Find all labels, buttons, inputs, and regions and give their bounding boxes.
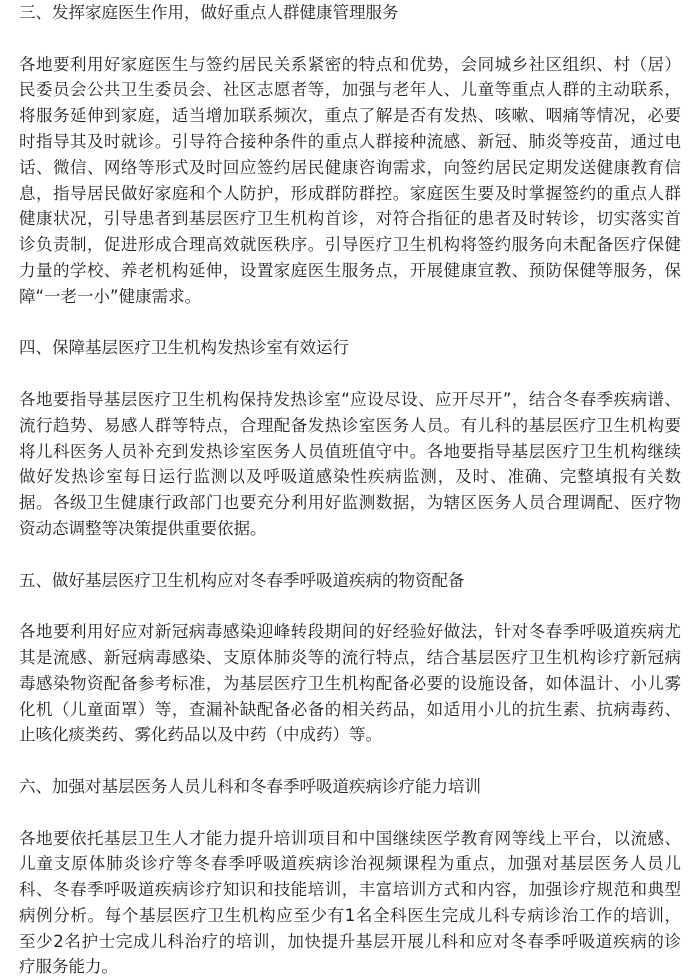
section-heading-text: 三、发挥家庭医生作用，做好重点人群健康管理服务 [19,0,681,26]
paragraph-line: 各地要依托基层卫生人才能力提升培训项目和中国继续医学教育网等线上平台，以流感、 [19,826,681,852]
paragraph-spacer [19,361,681,387]
section-heading [19,774,681,800]
paragraph-line: 话、微信、网络等形式及时回应签约居民健康咨询需求，向签约居民定期发送健康教育信 [19,155,681,181]
paragraph-line: 时指导其及时就诊。引导符合接种条件的重点人群接种流感、新冠、肺炎等疫苗，通过电 [19,129,681,155]
paragraph-spacer [19,26,681,52]
paragraph-line: 诊负责制，促进形成合理高效就医秩序。引导医疗卫生机构将签约服务向未配备医疗保健 [19,232,681,258]
paragraph-line: 病例分析。每个基层医疗卫生机构应至少有1名全科医生完成儿科专病诊治工作的培训， [19,903,681,929]
article-body [19,0,681,980]
section-paragraph [19,52,681,310]
section-paragraph [19,619,681,748]
paragraph-line: 至少2名护士完成儿科治疗的培训，加快提升基层开展儿科和应对冬春季呼吸道疾病的诊 [19,929,681,955]
paragraph-line: 各地要利用好应对新冠病毒感染迎峰转段期间的好经验好做法，针对冬春季呼吸道疾病尤 [19,619,681,645]
paragraph-line: 障“一老一小”健康需求。 [19,284,681,310]
paragraph-line: 资动态调整等决策提供重要依据。 [19,516,681,542]
paragraph-spacer [19,310,681,336]
section-heading-text: 四、保障基层医疗卫生机构发热诊室有效运行 [19,335,681,361]
paragraph-line: 力量的学校、养老机构延伸，设置家庭医生服务点，开展健康宣教、预防保健等服务，保 [19,258,681,284]
section-heading [19,335,681,361]
paragraph-line: 将儿科医务人员补充到发热诊室医务人员值班值守中。各地要指导基层医疗卫生机构继续 [19,439,681,465]
paragraph-line: 止咳化痰类药、雾化药品以及中药（中成药）等。 [19,722,681,748]
paragraph-line: 各地要指导基层医疗卫生机构保持发热诊室“应设尽设、应开尽开”，结合冬春季疾病谱、 [19,387,681,413]
section-heading [19,568,681,594]
paragraph-spacer [19,800,681,826]
section-paragraph [19,826,681,980]
paragraph-line: 将服务延伸到家庭，适当增加联系频次，重点了解是否有发热、咳嗽、咽痛等情况，必要 [19,103,681,129]
paragraph-line: 健康状况，引导患者到基层医疗卫生机构首诊，对符合指征的患者及时转诊，切实落实首 [19,206,681,232]
paragraph-line: 民委员会公共卫生委员会、社区志愿者等，加强与老年人、儿童等重点人群的主动联系， [19,77,681,103]
paragraph-line: 儿童支原体肺炎诊疗等冬春季呼吸道疾病诊治视频课程为重点，加强对基层医务人员儿 [19,851,681,877]
paragraph-line: 其是流感、新冠病毒感染、支原体肺炎等的流行特点，结合基层医疗卫生机构诊疗新冠病 [19,645,681,671]
section-heading [19,0,681,26]
paragraph-line: 疗服务能力。 [19,954,681,980]
paragraph-line: 化机（儿童面罩）等，查漏补缺配备必备的相关药品，如适用小儿的抗生素、抗病毒药、 [19,697,681,723]
paragraph-spacer [19,593,681,619]
paragraph-line: 各地要利用好家庭医生与签约居民关系紧密的特点和优势，会同城乡社区组织、村（居） [19,52,681,78]
section-paragraph [19,387,681,542]
paragraph-line: 据。各级卫生健康行政部门也要充分利用好监测数据，为辖区医务人员合理调配、医疗物 [19,490,681,516]
paragraph-line: 息，指导居民做好家庭和个人防护，形成群防群控。家庭医生要及时掌握签约的重点人群 [19,181,681,207]
paragraph-line: 做好发热诊室每日运行监测以及呼吸道感染性疾病监测，及时、准确、完整填报有关数 [19,464,681,490]
paragraph-line: 毒感染物资配备参考标准，为基层医疗卫生机构配备必要的设施设备，如体温计、小儿雾 [19,671,681,697]
paragraph-spacer [19,748,681,774]
paragraph-line: 科、冬春季呼吸道疾病诊疗知识和技能培训，丰富培训方式和内容，加强诊疗规范和典型 [19,877,681,903]
section-heading-text: 六、加强对基层医务人员儿科和冬春季呼吸道疾病诊疗能力培训 [19,774,681,800]
paragraph-spacer [19,542,681,568]
paragraph-line: 流行趋势、易感人群等特点，合理配备发热诊室医务人员。有儿科的基层医疗卫生机构要 [19,413,681,439]
section-heading-text: 五、做好基层医疗卫生机构应对冬春季呼吸道疾病的物资配备 [19,568,681,594]
